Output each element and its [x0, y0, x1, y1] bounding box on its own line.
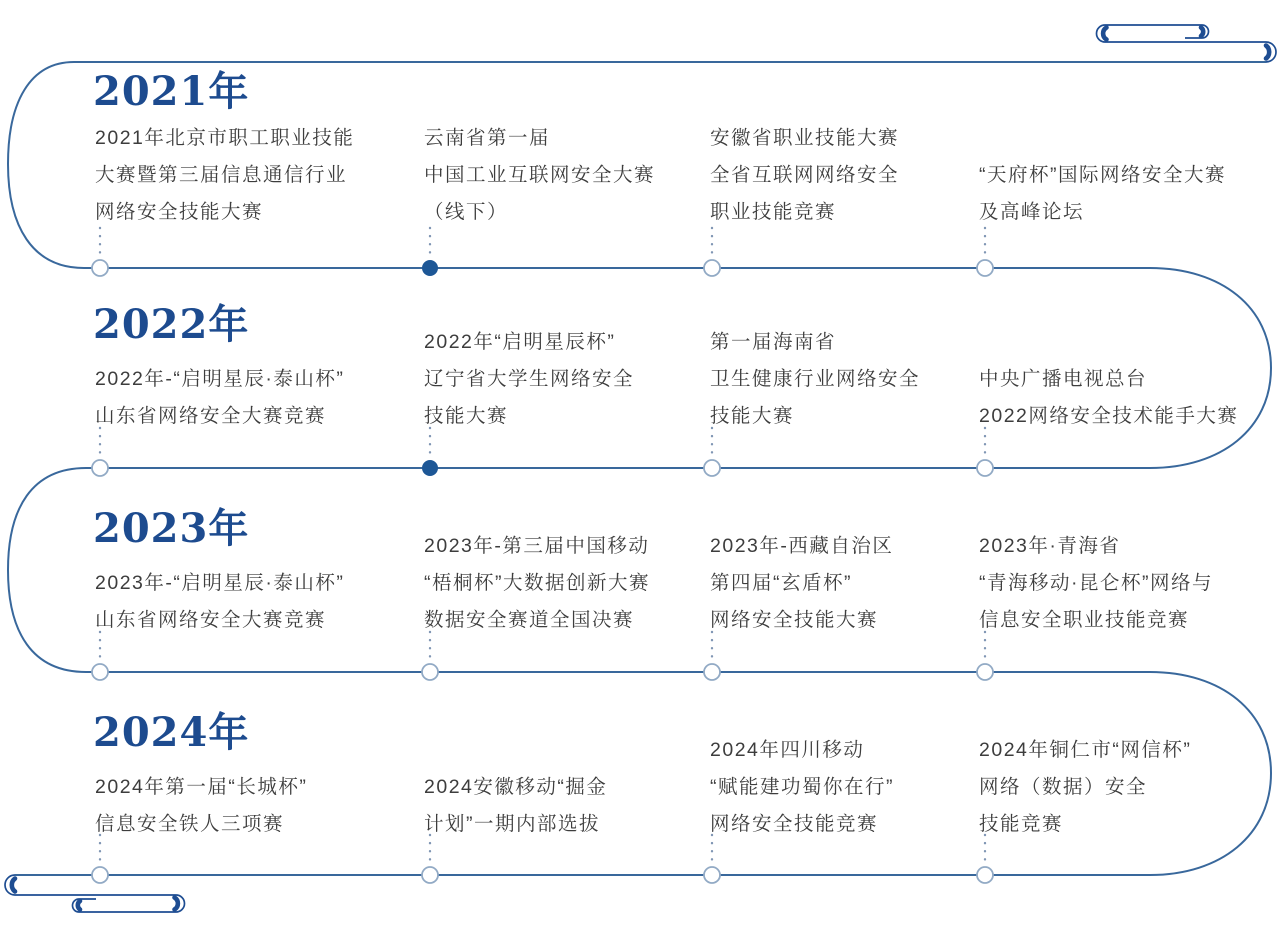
event-line: 2023年·青海省	[979, 535, 1121, 557]
event-line: 2023年-“启明星辰·泰山杯”	[95, 572, 345, 594]
timeline-event	[424, 120, 655, 231]
timeline-node	[92, 460, 108, 476]
year-label-2022: 2022年	[93, 301, 250, 348]
timeline-event	[424, 769, 607, 843]
event-line: 大赛暨第三届信息通信行业	[95, 164, 348, 186]
timeline-node	[704, 867, 720, 883]
timeline-node	[977, 260, 993, 276]
timeline-node	[422, 260, 438, 276]
event-line: 全省互联网网络安全	[710, 164, 900, 186]
event-line: 2023年-第三届中国移动	[424, 535, 650, 557]
timeline-event	[979, 732, 1191, 843]
timeline-event	[710, 732, 894, 843]
event-line: 2023年-西藏自治区	[710, 535, 894, 557]
timeline-event	[95, 769, 307, 843]
event-line: 及高峰论坛	[979, 201, 1085, 223]
timeline-event	[979, 157, 1226, 231]
timeline-event	[95, 120, 354, 231]
event-line: 第四届“玄盾杯”	[710, 572, 852, 594]
year-label-2023: 2023年	[93, 505, 250, 552]
timeline-node	[92, 664, 108, 680]
cloud-scroll-icon-top-right	[1097, 25, 1277, 62]
timeline-node	[92, 260, 108, 276]
event-line: “天府杯”国际网络安全大赛	[979, 164, 1226, 186]
event-line: 数据安全赛道全国决赛	[424, 609, 635, 631]
timeline-event	[424, 528, 650, 639]
event-line: 技能大赛	[424, 405, 509, 427]
event-line: 2022年“启明星辰杯”	[424, 331, 616, 353]
timeline-node	[704, 664, 720, 680]
event-line: 2024年铜仁市“网信杯”	[979, 739, 1192, 761]
event-line: 职业技能竞赛	[710, 201, 837, 223]
timeline-node	[977, 867, 993, 883]
timeline-event	[710, 528, 893, 639]
timeline-event	[710, 120, 899, 231]
timeline-node	[977, 664, 993, 680]
event-line: 技能大赛	[710, 405, 795, 427]
event-line: 网络安全技能大赛	[710, 609, 879, 631]
event-line: 信息安全职业技能竞赛	[979, 609, 1190, 631]
event-line: 2024安徽移动“掘金	[424, 776, 608, 798]
event-line: 技能竞赛	[979, 813, 1064, 835]
event-line: 云南省第一届	[424, 127, 551, 149]
event-line: 卫生健康行业网络安全	[710, 368, 921, 390]
year-label-2021: 2021年	[93, 68, 250, 115]
event-line: 2024年四川移动	[710, 739, 865, 761]
timeline-event	[95, 565, 344, 639]
timeline-node	[422, 664, 438, 680]
timeline-event	[424, 324, 634, 435]
year-label-2024: 2024年	[93, 709, 250, 756]
timeline-node	[422, 460, 438, 476]
event-line: 网络安全技能竞赛	[710, 813, 879, 835]
event-line: 2024年第一届“长城杯”	[95, 776, 308, 798]
event-line: “赋能建功蜀你在行”	[710, 776, 894, 798]
timeline-node	[704, 460, 720, 476]
timeline-event	[979, 528, 1213, 639]
timeline-event	[95, 361, 344, 435]
timeline-event	[979, 361, 1238, 435]
event-line: 2022网络安全技术能手大赛	[979, 405, 1239, 427]
timeline-node	[92, 867, 108, 883]
event-line: 安徽省职业技能大赛	[710, 127, 900, 149]
event-line: 山东省网络安全大赛竞赛	[95, 405, 327, 427]
timeline-node	[422, 867, 438, 883]
event-line: “青海移动·昆仑杯”网络与	[979, 572, 1213, 594]
event-line: 信息安全铁人三项赛	[95, 813, 285, 835]
event-line: 辽宁省大学生网络安全	[424, 368, 635, 390]
event-line: 2021年北京市职工职业技能	[95, 127, 355, 149]
event-line: 计划”一期内部选拔	[424, 813, 600, 835]
event-line: 中央广播电视总台	[979, 368, 1148, 390]
timeline-event	[710, 324, 920, 435]
event-line: 网络安全技能大赛	[95, 201, 264, 223]
event-line: 山东省网络安全大赛竞赛	[95, 609, 327, 631]
event-line: 网络（数据）安全	[979, 776, 1148, 798]
event-line: （线下）	[424, 201, 509, 223]
event-line: 中国工业互联网安全大赛	[424, 164, 656, 186]
timeline-node	[977, 460, 993, 476]
event-line: 2022年-“启明星辰·泰山杯”	[95, 368, 345, 390]
event-line: 第一届海南省	[710, 331, 837, 353]
timeline-node	[704, 260, 720, 276]
event-line: “梧桐杯”大数据创新大赛	[424, 572, 650, 594]
